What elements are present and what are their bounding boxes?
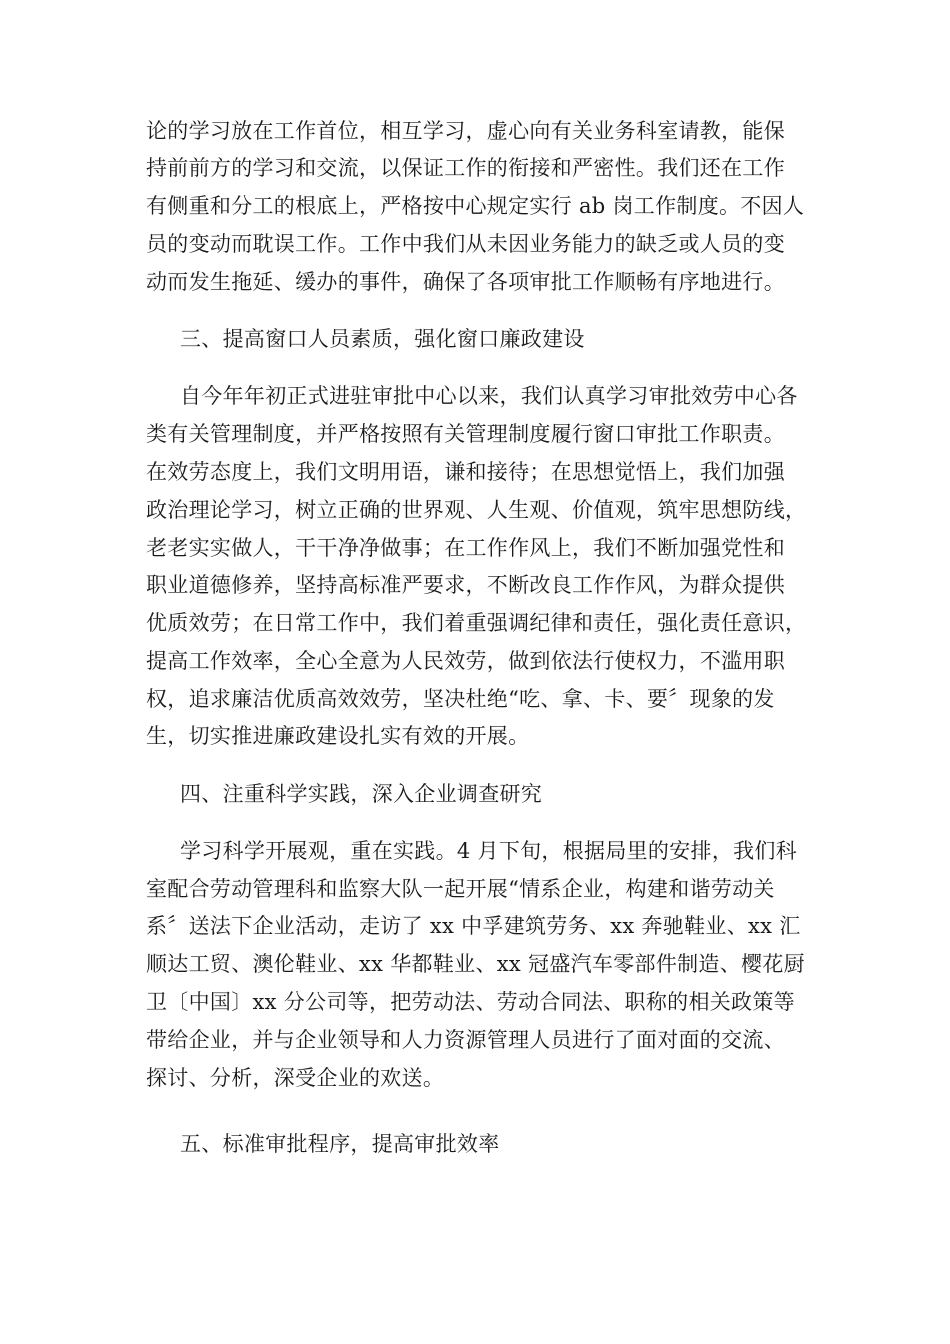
paragraph-line: 学习科学开展观，重在实践。4 月下旬，根据局里的安排，我们科 <box>180 839 798 863</box>
paragraph-line: 系〞送法下企业活动，走访了 xx 中孚建筑劳务、xx 奔驰鞋业、xx 汇 <box>146 914 801 938</box>
paragraph-line: 室配合劳动管理科和监察大队一起开展“情系企业，构建和谐劳动关 <box>146 877 775 901</box>
paragraph-line: 在效劳态度上，我们文明用语，谦和接待；在思想觉悟上，我们加强 <box>146 460 785 484</box>
paragraph-line: 生，切实推进廉政建设扎实有效的开展。 <box>146 724 530 748</box>
paragraph-line: 有侧重和分工的根底上，严格按中心规定实行 ab 岗工作制度。不因人 <box>146 194 805 218</box>
paragraph-line: 持前前方的学习和交流，以保证工作的衔接和严密性。我们还在工作 <box>146 156 785 180</box>
section-heading-3: 三、提高窗口人员素质，强化窗口廉政建设 <box>180 327 585 351</box>
paragraph-line: 老老实实做人，干干净净做事；在工作作风上，我们不断加强党性和 <box>146 536 785 560</box>
paragraph-line: 类有关管理制度，并严格按照有关管理制度履行窗口审批工作职责。 <box>146 422 785 446</box>
paragraph-line: 员的变动而耽误工作。工作中我们从未因业务能力的缺乏或人员的变 <box>146 232 785 256</box>
section-heading-4: 四、注重科学实践，深入企业调查研究 <box>180 782 543 806</box>
paragraph-line: 提高工作效率，全心全意为人民效劳，做到依法行使权力，不滥用职 <box>146 649 785 673</box>
paragraph-line: 职业道德修养，坚持高标准严要求，不断改良工作作风，为群众提供 <box>146 573 785 597</box>
paragraph-line: 自今年年初正式进驻审批中心以来，我们认真学习审批效劳中心各 <box>180 384 798 408</box>
paragraph-line: 论的学习放在工作首位，相互学习，虚心向有关业务科室请教，能保 <box>146 119 785 143</box>
paragraph-line: 政治理论学习，树立正确的世界观、人生观、价值观，筑牢思想防线， <box>146 498 807 522</box>
paragraph-line: 权，追求廉洁优质高效效劳，坚决杜绝“吃、拿、卡、要〞现象的发 <box>146 687 775 711</box>
paragraph-line: 优质效劳；在日常工作中，我们着重强调纪律和责任，强化责任意识， <box>146 611 807 635</box>
paragraph-line: 探讨、分析，深受企业的欢送。 <box>146 1066 445 1090</box>
section-heading-5: 五、标准审批程序，提高审批效率 <box>180 1132 500 1156</box>
paragraph-line: 卫〔中国〕xx 分公司等，把劳动法、劳动合同法、职称的相关政策等 <box>146 990 795 1014</box>
paragraph-line: 顺达工贸、澳伦鞋业、xx 华都鞋业、xx 冠盛汽车零部件制造、樱花厨 <box>146 952 805 976</box>
paragraph-line: 动而发生拖延、缓办的事件，确保了各项审批工作顺畅有序地进行。 <box>146 270 785 294</box>
paragraph-line: 带给企业，并与企业领导和人力资源管理人员进行了面对面的交流、 <box>146 1028 785 1052</box>
